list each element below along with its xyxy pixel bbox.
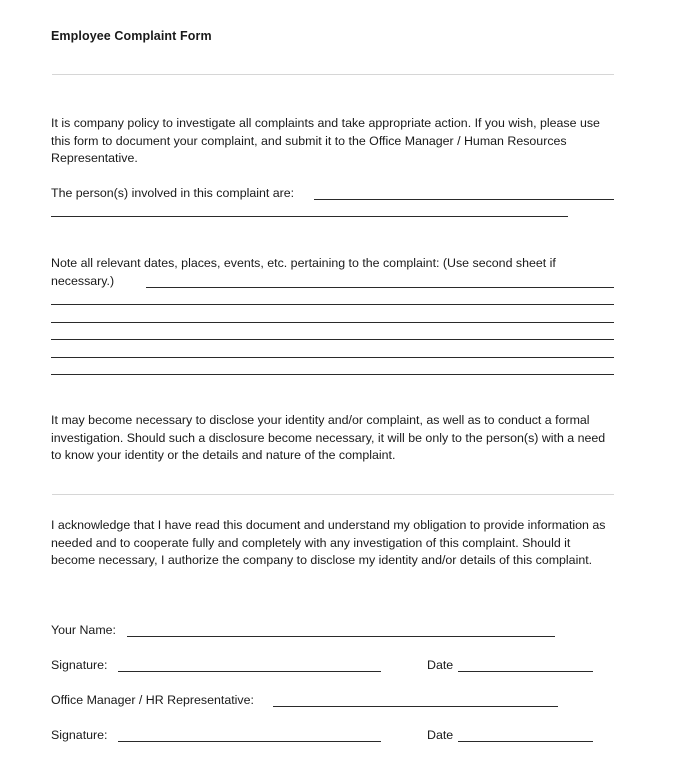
your-name-label: Your Name:	[51, 623, 116, 637]
date-label-2: Date	[427, 728, 454, 742]
note-label-line-2: necessary.)	[51, 274, 115, 288]
persons-involved-label: The person(s) involved in this complaint are:	[51, 186, 295, 200]
note-line-4[interactable]	[51, 339, 614, 340]
intro-paragraph: It is company policy to investigate all complaints and take appropriate action. If you wish, please use this form to document your complaint, and submit it to the Office Manager / Human Resources Representative.	[51, 116, 600, 165]
date-label-1: Date	[427, 658, 454, 672]
note-label-line-1: Note all relevant dates, places, events, etc. pertaining to the complaint: (Use second sheet if	[51, 256, 556, 270]
persons-involved-line-2[interactable]	[51, 216, 568, 217]
note-line-5[interactable]	[51, 357, 614, 358]
form-title: Employee Complaint Form	[51, 29, 212, 43]
date-line-2[interactable]	[458, 741, 593, 742]
title-separator	[52, 74, 614, 75]
signature-line-1[interactable]	[118, 671, 381, 672]
acknowledgement-paragraph: I acknowledge that I have read this document and understand my obligation to provide information as needed and to cooperate fully and completely with any investigation of this complaint. Should it become necessary, I authorize the company to disclose my identity and/or details of this complaint.	[51, 518, 606, 567]
persons-involved-line-1[interactable]	[314, 199, 614, 200]
signature-line-2[interactable]	[118, 741, 381, 742]
signature-label-1: Signature:	[51, 658, 108, 672]
note-line-6[interactable]	[51, 374, 614, 375]
date-line-1[interactable]	[458, 671, 593, 672]
note-line-3[interactable]	[51, 322, 614, 323]
your-name-line[interactable]	[127, 636, 555, 637]
note-line-1[interactable]	[146, 287, 614, 288]
section-separator	[52, 494, 614, 495]
manager-label: Office Manager / HR Representative:	[51, 693, 254, 707]
signature-label-2: Signature:	[51, 728, 108, 742]
disclosure-paragraph: It may become necessary to disclose your identity and/or complaint, as well as to conduct a formal investigation. Should such a disclosure become necessary, it will be only to the person(s) with a need to know your identity or the details and nature of the complaint.	[51, 413, 606, 462]
note-line-2[interactable]	[51, 304, 614, 305]
manager-line[interactable]	[273, 706, 558, 707]
